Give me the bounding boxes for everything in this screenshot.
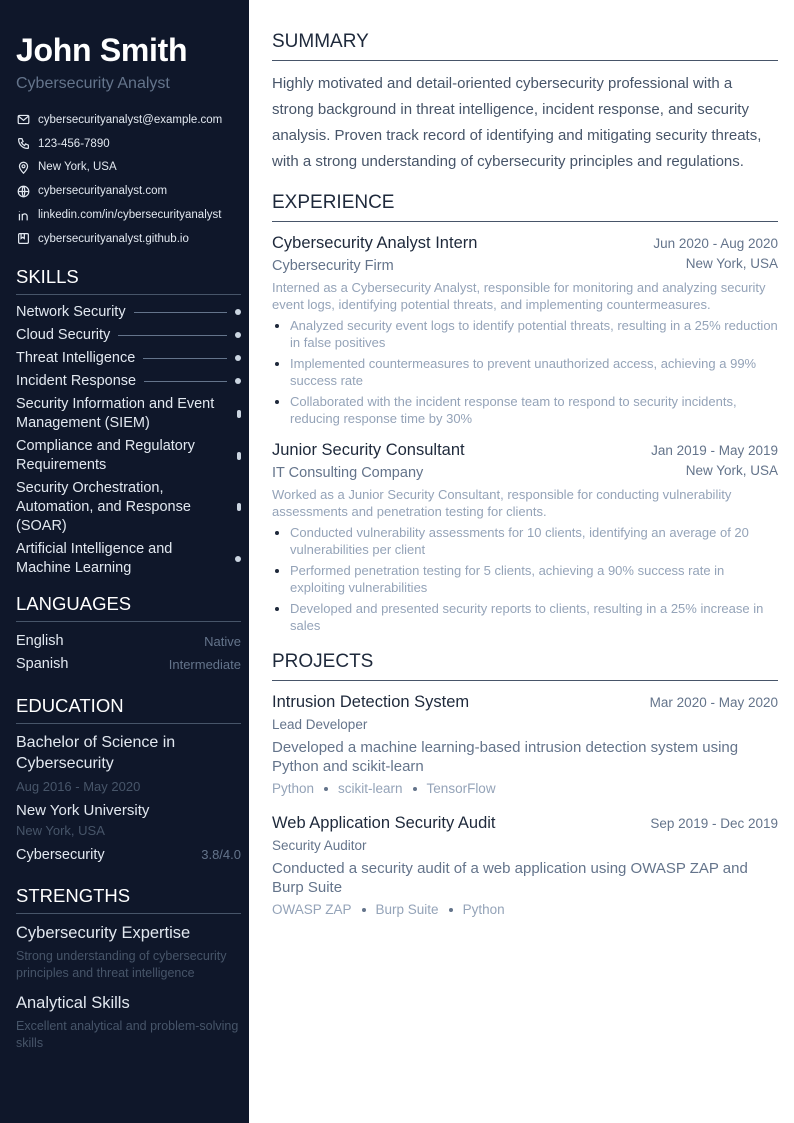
- skill-item: [16, 479, 241, 536]
- project-tag: Python: [272, 781, 315, 796]
- project-dates: Sep 2019 - Dec 2019: [650, 816, 778, 831]
- github-icon: [16, 232, 30, 246]
- education-school: New York University: [16, 801, 150, 819]
- sidebar: [0, 0, 249, 1123]
- education-heading: EDUCATION: [16, 694, 241, 724]
- tag-separator: [362, 908, 366, 912]
- job-description: Worked as a Junior Security Consultant, responsible for conducting vulnerability assessments and penetration testing for clients.: [272, 487, 732, 519]
- job-bullet: Collaborated with the incident response team to respond to security incidents, reducing response time by 30%: [272, 393, 778, 427]
- language-item: [16, 653, 241, 676]
- skill-dot: [235, 355, 241, 361]
- contact-website-text: cybersecurityanalyst.com: [38, 185, 168, 198]
- job-dates: Jun 2020 - Aug 2020: [653, 236, 778, 251]
- skill-dot: [237, 452, 241, 460]
- project-tag: scikit-learn: [338, 781, 403, 796]
- skills-heading: SKILLS: [16, 265, 241, 295]
- skill-dot: [235, 309, 241, 315]
- contact-website[interactable]: [16, 179, 241, 203]
- globe-icon: [16, 184, 30, 198]
- main-content: [272, 30, 778, 933]
- skill-dot: [237, 503, 241, 511]
- job-company: IT Consulting Company: [272, 465, 424, 481]
- contact-linkedin-text: linkedin.com/in/cybersecurityanalyst: [38, 209, 222, 222]
- summary-heading: SUMMARY: [272, 30, 778, 61]
- language-item: [16, 630, 241, 653]
- skill-label: Incident Response: [16, 372, 137, 389]
- job-title: Junior Security Consultant: [272, 441, 465, 459]
- experience-entry: [272, 439, 778, 634]
- contact-linkedin[interactable]: [16, 203, 241, 227]
- job-bullet: Implemented countermeasures to prevent unauthorized access, achieving a 99% success rate: [272, 355, 778, 389]
- strength-description: Excellent analytical and problem-solving skills: [16, 1018, 239, 1050]
- skill-dot: [235, 378, 241, 384]
- skill-line: [224, 413, 229, 414]
- skill-line: [224, 455, 229, 456]
- project-role: Lead Developer: [272, 717, 368, 732]
- contact-email[interactable]: [16, 108, 241, 132]
- summary-text: Highly motivated and detail-oriented cybersecurity professional with a strong background in threat intelligence, incident response, and security analysis. Proven track record of identifying and mitigating security threats, with a strong understanding of cybersecurity principles and regulations.: [272, 75, 762, 170]
- languages-list: [16, 630, 241, 676]
- contact-phone[interactable]: [16, 132, 241, 156]
- email-icon: [16, 113, 30, 127]
- location-icon: [16, 160, 30, 174]
- project-title: Intrusion Detection System: [272, 693, 470, 711]
- project-tags: [272, 780, 778, 798]
- job-location: New York, USA: [685, 463, 778, 478]
- skill-line: [224, 507, 229, 508]
- tag-separator: [324, 787, 328, 791]
- project-description: Developed a machine learning-based intrusion detection system using Python and scikit-learn: [272, 739, 739, 775]
- skill-item: [16, 326, 241, 345]
- contact-github-text: cybersecurityanalyst.github.io: [38, 232, 189, 245]
- education-location: New York, USA: [16, 822, 105, 838]
- education-dates: Aug 2016 - May 2020: [16, 778, 141, 794]
- strengths-list: [16, 922, 241, 1052]
- education-field-row: [16, 844, 241, 866]
- skill-item: [16, 395, 241, 433]
- experience-heading: EXPERIENCE: [272, 191, 778, 222]
- language-level: Native: [204, 633, 241, 649]
- project-role: Security Auditor: [272, 838, 367, 853]
- skills-list: [16, 303, 241, 578]
- candidate-title: Cybersecurity Analyst: [16, 75, 170, 92]
- education-degree: Bachelor of Science in Cybersecurity: [16, 733, 176, 772]
- tag-separator: [413, 787, 417, 791]
- skill-line: [224, 558, 227, 559]
- skill-label: Security Information and Event Management (SIEM): [16, 395, 215, 431]
- skill-dot: [237, 410, 241, 418]
- project-entry: [272, 812, 778, 919]
- project-title: Web Application Security Audit: [272, 814, 496, 832]
- project-entry: [272, 691, 778, 798]
- skill-dot: [235, 332, 241, 338]
- language-name: English: [16, 632, 64, 649]
- job-bullets: [272, 317, 778, 427]
- language-level: Intermediate: [168, 656, 241, 672]
- contact-github[interactable]: [16, 227, 241, 251]
- education-field: Cybersecurity: [16, 846, 105, 863]
- language-name: Spanish: [16, 655, 69, 672]
- skill-label: Cloud Security: [16, 326, 111, 343]
- job-bullet: Developed and presented security reports to clients, resulting in a 25% increase in sales: [272, 600, 778, 634]
- project-tags: [272, 901, 778, 919]
- job-location: New York, USA: [685, 256, 778, 271]
- skill-label: Artificial Intelligence and Machine Learning: [16, 540, 173, 576]
- strength-title: Analytical Skills: [16, 993, 130, 1012]
- skill-label: Network Security: [16, 303, 126, 320]
- project-tag: Burp Suite: [375, 902, 439, 917]
- job-dates: Jan 2019 - May 2019: [651, 443, 778, 458]
- skill-item: [16, 349, 241, 368]
- job-bullet: Performed penetration testing for 5 clients, achieving a 90% success rate in exploiting vulnerabilities: [272, 562, 778, 596]
- skill-line: [143, 358, 227, 359]
- job-bullet: Analyzed security event logs to identify potential threats, resulting in a 25% reduction in false positives: [272, 317, 778, 351]
- strength-description: Strong understanding of cybersecurity principles and threat intelligence: [16, 948, 227, 980]
- skill-line: [144, 381, 227, 382]
- education-entry: [16, 732, 241, 866]
- project-tag: TensorFlow: [426, 781, 496, 796]
- contact-location-text: New York, USA: [38, 161, 117, 174]
- job-description: Interned as a Cybersecurity Analyst, responsible for monitoring and analyzing security event logs, identifying potential threats, and implementing countermeasures.: [272, 280, 766, 312]
- phone-icon: [16, 137, 30, 151]
- contact-phone-text: 123-456-7890: [38, 137, 110, 150]
- strength-title: Cybersecurity Expertise: [16, 923, 191, 942]
- linkedin-icon: [16, 208, 30, 222]
- skill-line: [134, 312, 227, 313]
- tag-separator: [449, 908, 453, 912]
- job-bullet: Conducted vulnerability assessments for 10 clients, identifying an average of 20 vulnerabilities per client: [272, 524, 778, 558]
- skill-item: [16, 437, 241, 475]
- project-tag: OWASP ZAP: [272, 902, 352, 917]
- skill-item: [16, 303, 241, 322]
- project-tag: Python: [462, 902, 505, 917]
- skill-label: Security Orchestration, Automation, and Response (SOAR): [16, 479, 191, 534]
- experience-entry: [272, 232, 778, 427]
- education-gpa: 3.8/4.0: [201, 846, 241, 862]
- project-description: Conducted a security audit of a web application using OWASP ZAP and Burp Suite: [272, 860, 748, 896]
- contact-list: [16, 108, 241, 251]
- job-bullets: [272, 524, 778, 634]
- strengths-heading: STRENGTHS: [16, 884, 241, 914]
- contact-email-text: cybersecurityanalyst@example.com: [38, 113, 223, 126]
- skill-line: [118, 335, 227, 336]
- skill-label: Threat Intelligence: [16, 349, 136, 366]
- skill-dot: [235, 556, 241, 562]
- contact-location: [16, 156, 241, 180]
- candidate-name: John Smith: [16, 32, 188, 68]
- job-company: Cybersecurity Firm: [272, 258, 394, 274]
- skill-item: [16, 372, 241, 391]
- project-dates: Mar 2020 - May 2020: [649, 695, 778, 710]
- skill-item: [16, 540, 241, 578]
- job-title: Cybersecurity Analyst Intern: [272, 234, 478, 252]
- languages-heading: LANGUAGES: [16, 592, 241, 622]
- projects-heading: PROJECTS: [272, 650, 778, 681]
- skill-label: Compliance and Regulatory Requirements: [16, 437, 195, 473]
